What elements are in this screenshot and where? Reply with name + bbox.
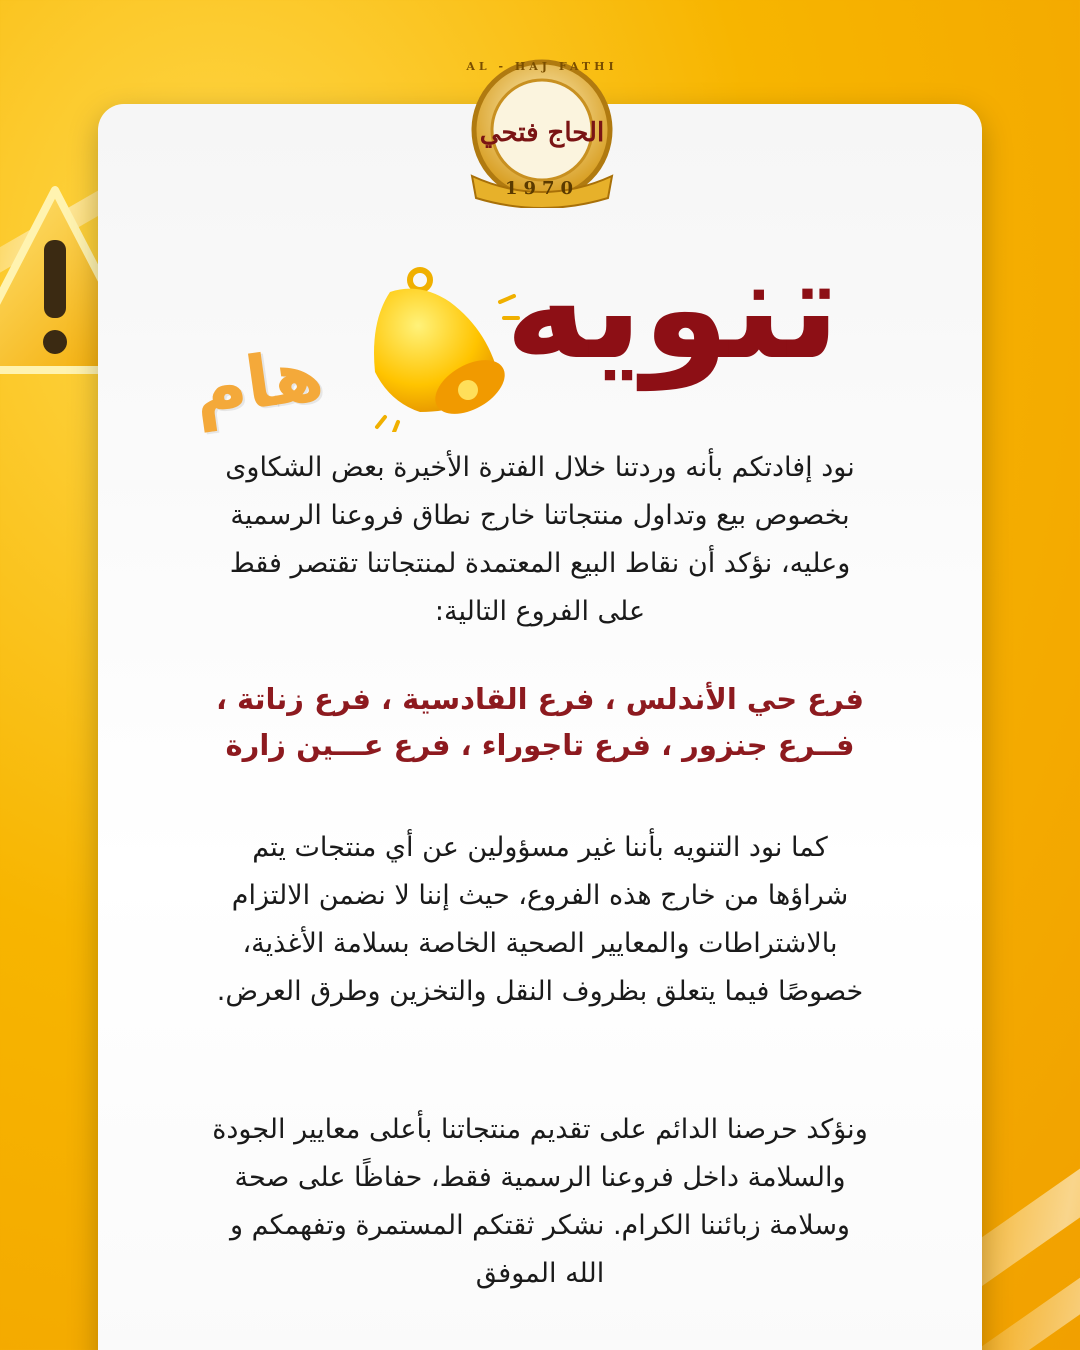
logo-brand-ar: الحاج فتحي [479, 118, 605, 148]
page-title: تنويه [505, 228, 840, 391]
page-subtitle: هام [188, 331, 329, 433]
disclaimer-paragraph: كما نود التنويه بأننا غير مسؤولين عن أي منتجات يتم شراؤها من خارج هذه الفروع، حيث إننا لا نضمن الالتزام بالاشتراطات والمعايير الصحية الخاصة بسلامة الأغذية، خصوصًا فيما يتعلق بظروف النقل والتخزين وطرق العرض. [216, 832, 864, 1007]
intro-paragraph: نود إفادتكم بأنه وردتنا خلال الفترة الأخيرة بعض الشكاوى بخصوص بيع وتداول منتجاتنا خارج نطاق فروعنا الرسمية وعليه، نؤكد أن نقاط البيع المعتمدة لمنتجاتنا تقتصر فقط على الفروع التالية: [225, 452, 855, 627]
logo-year: 1970 [504, 178, 580, 199]
branches-list: فرع حي الأندلس ، فرع القادسية ، فرع زناتة ، فــرع جنزور ، فرع تاجوراء ، فرع عـــين زارة [215, 682, 865, 762]
closing-paragraph: ونؤكد حرصنا الدائم على تقديم منتجاتنا بأعلى معايير الجودة والسلامة داخل فروعنا الرسمية فقط، حفاظًا على صحة وسلامة زبائننا الكرام. نشكر ثقتكم المستمرة وتفهمكم و الله الموفق [212, 1114, 868, 1289]
bell-icon [350, 262, 520, 432]
logo-brand-en: AL - HAJ FATHI [466, 60, 618, 73]
brand-logo [462, 58, 622, 208]
